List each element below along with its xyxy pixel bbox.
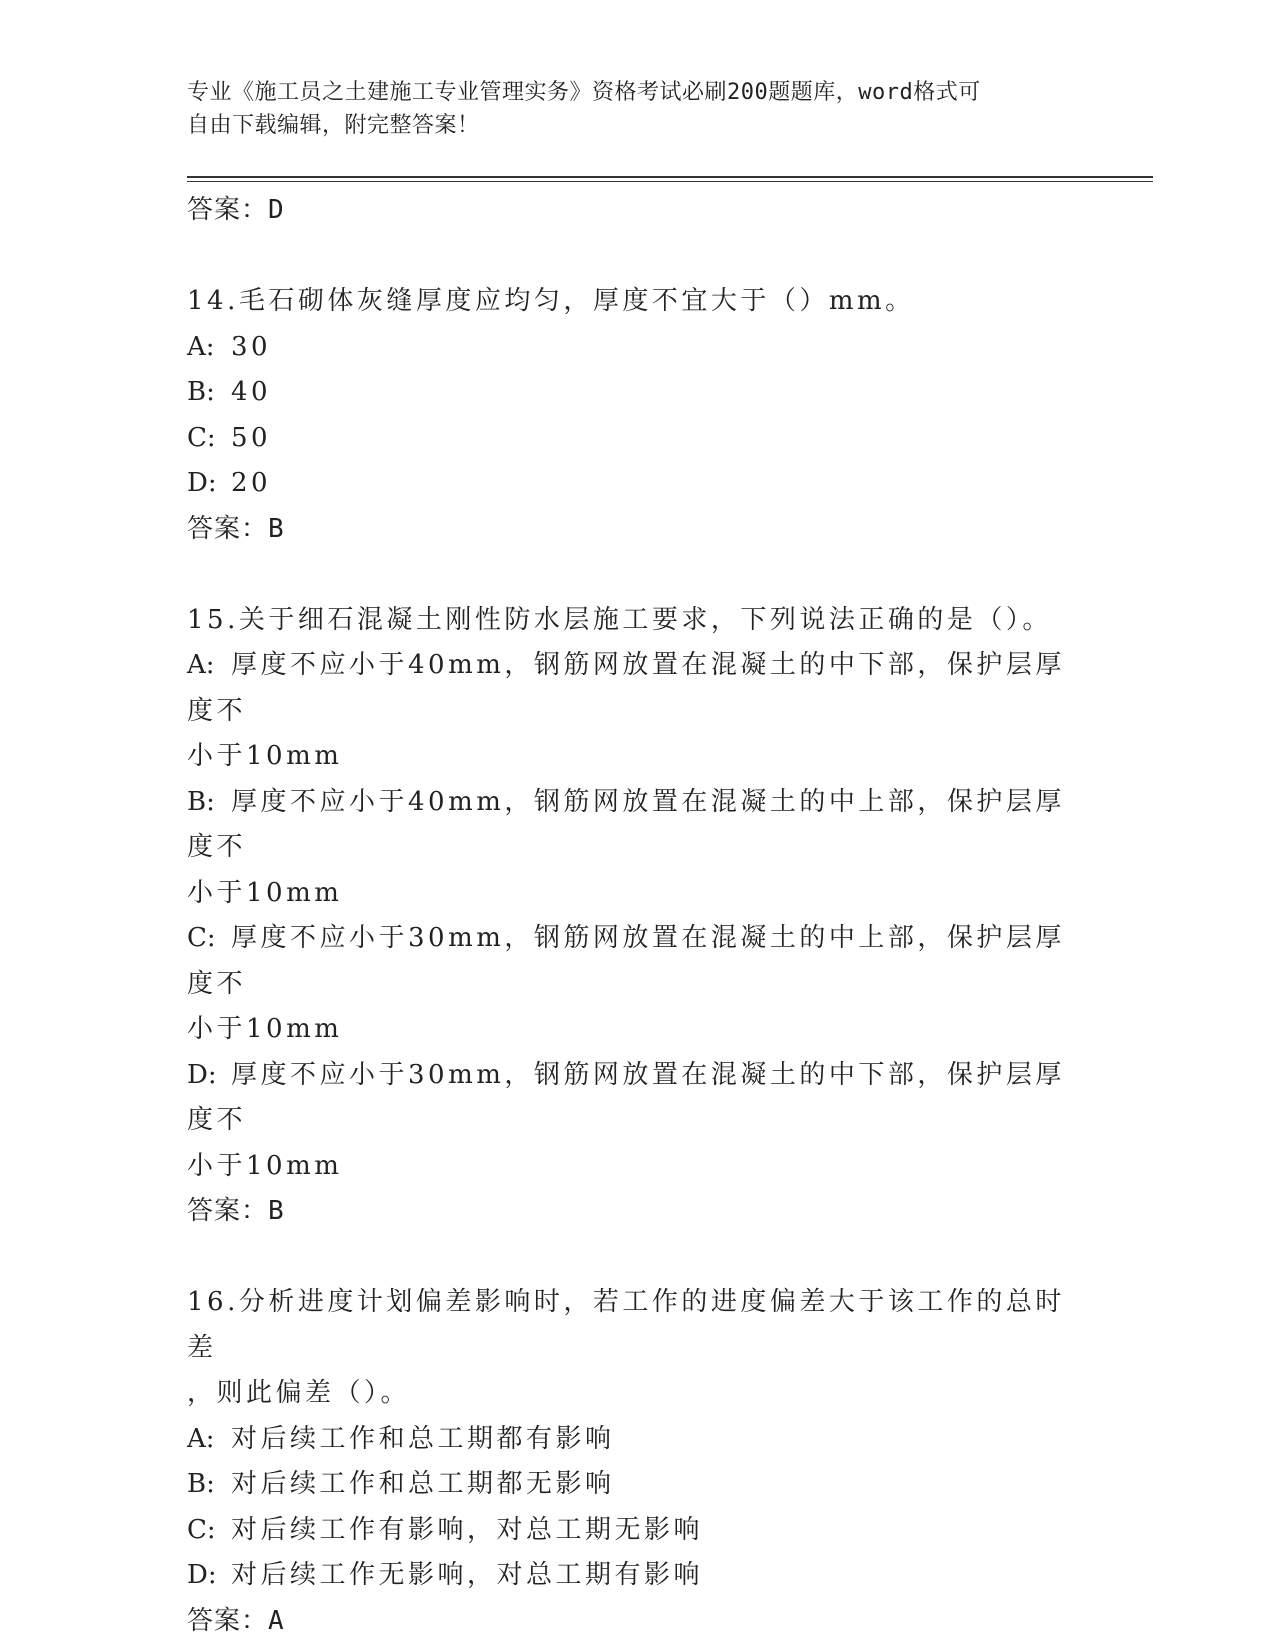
- question-stem: 14.毛石砌体灰缝厚度应均匀，厚度不宜大于（）mm。: [187, 286, 915, 316]
- option-text: 对后续工作和总工期都有影响: [231, 1423, 615, 1454]
- option-c: [187, 1508, 1087, 1554]
- option-letter: C:: [187, 923, 216, 953]
- previous-answer: 答案：D: [187, 195, 285, 225]
- question-14: [187, 279, 1087, 552]
- question-stem: 15.关于细石混凝土刚性防水层施工要求，下列说法正确的是（）。: [187, 604, 1052, 635]
- option-b: [187, 370, 1087, 416]
- option-d: [187, 461, 1087, 507]
- question-16: [187, 1280, 1087, 1644]
- option-text: 50: [231, 422, 272, 453]
- option-c: [187, 916, 1087, 1007]
- option-text: 对后续工作和总工期都无影响: [231, 1469, 615, 1499]
- option-b: [187, 1462, 1087, 1508]
- option-letter: D:: [187, 468, 217, 498]
- option-d-continued: 小于10mm: [187, 1150, 343, 1181]
- option-text: 厚度不应小于30mm，钢筋网放置在混凝土的中上部，保护层厚度不: [187, 923, 1065, 999]
- option-letter: C:: [187, 1514, 216, 1545]
- option-text: 30: [231, 331, 272, 362]
- question-stem: 16.分析进度计划偏差影响时，若工作的进度偏差大于该工作的总时差: [187, 1287, 1065, 1363]
- document-header: [187, 76, 1067, 142]
- option-letter: C:: [187, 422, 216, 453]
- answer-line: 答案：B: [187, 513, 285, 544]
- option-c: [187, 416, 1087, 462]
- option-a: [187, 1417, 1087, 1463]
- option-letter: A:: [187, 331, 215, 362]
- option-c-continued: 小于10mm: [187, 1014, 343, 1044]
- option-b: [187, 780, 1087, 871]
- header-line-2: 自由下载编辑，附完整答案！: [187, 113, 480, 138]
- header-divider: [187, 176, 1153, 182]
- option-a-continued: 小于10mm: [187, 741, 343, 771]
- option-letter: D:: [187, 1059, 217, 1090]
- option-text: 对后续工作无影响，对总工期有影响: [231, 1560, 704, 1590]
- header-line-1: 专业《施工员之土建施工专业管理实务》资格考试必刷200题题库，word格式可: [187, 80, 981, 105]
- question-stem-continued: ，则此偏差（）。: [187, 1378, 411, 1408]
- answer-line: 答案：B: [187, 1196, 285, 1226]
- option-letter: A:: [187, 650, 215, 680]
- option-letter: B:: [187, 377, 215, 407]
- option-text: 厚度不应小于40mm，钢筋网放置在混凝土的中上部，保护层厚度不: [187, 786, 1065, 862]
- option-b-continued: 小于10mm: [187, 877, 343, 908]
- answer-line: 答案：A: [187, 1605, 285, 1636]
- question-15: [187, 598, 1087, 1235]
- option-letter: D:: [187, 1560, 217, 1590]
- option-d: [187, 1553, 1087, 1599]
- option-text: 20: [231, 468, 272, 498]
- option-text: 厚度不应小于40mm，钢筋网放置在混凝土的中下部，保护层厚度不: [187, 650, 1065, 726]
- question-list: [187, 188, 1087, 1644]
- option-text: 厚度不应小于30mm，钢筋网放置在混凝土的中下部，保护层厚度不: [187, 1059, 1065, 1135]
- option-text: 40: [231, 377, 272, 407]
- option-d: [187, 1053, 1087, 1144]
- option-letter: B:: [187, 1469, 215, 1499]
- option-text: 对后续工作有影响，对总工期无影响: [231, 1514, 704, 1545]
- option-letter: B:: [187, 786, 215, 817]
- option-a: [187, 325, 1087, 371]
- option-a: [187, 643, 1087, 734]
- option-letter: A:: [187, 1423, 215, 1454]
